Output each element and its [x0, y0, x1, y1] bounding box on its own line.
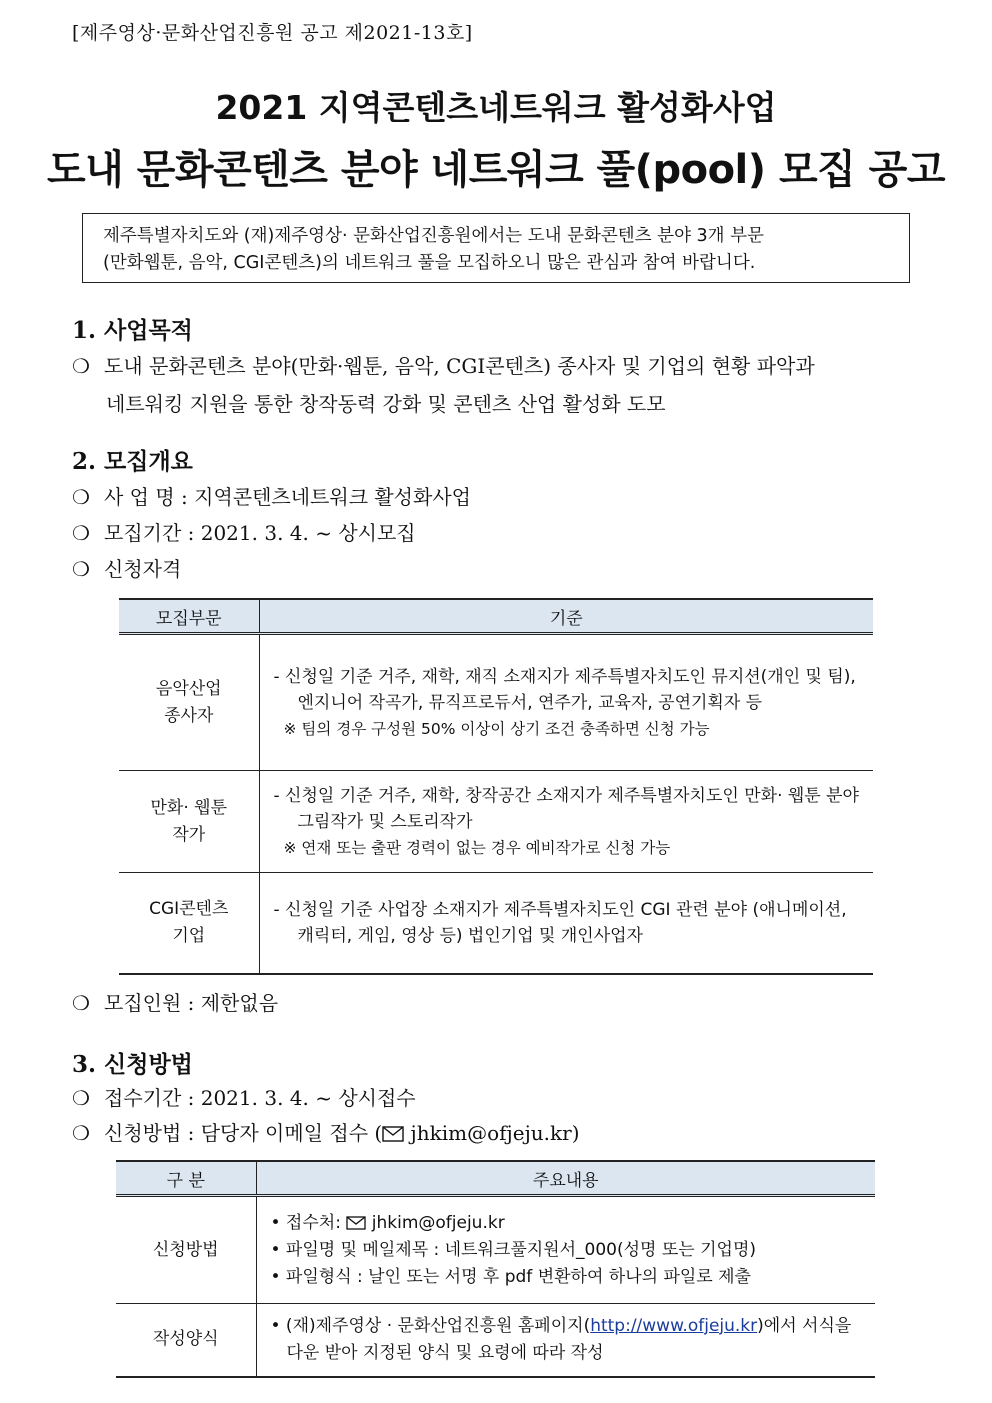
intro-box [82, 213, 910, 283]
title-line2: 도내 문화콘텐츠 분야 네트워크 풀(pool) 모집 공고 [47, 147, 945, 193]
period-item [72, 517, 416, 550]
section3-heading: 3. 신청방법 [72, 1051, 193, 1078]
bullet-circle: ❍ [72, 1086, 90, 1110]
bullet-circle: ❍ [72, 557, 90, 581]
section1-heading: 1. 사업목적 [72, 317, 193, 344]
bullet-circle: ❍ [72, 1121, 90, 1145]
envelope-icon [346, 1216, 366, 1230]
eligibility-item [72, 553, 181, 586]
category-line2: 기업 [172, 925, 206, 946]
apply-period: 접수기간 : 2021. 3. 4. ~ 상시접수 [104, 1086, 416, 1110]
table-row [119, 873, 873, 974]
apply-method-email: jhkim@ofjeju.kr) [410, 1121, 580, 1145]
apply-method-item [72, 1117, 580, 1150]
title-line1: 2021 지역콘텐츠네트워크 활성화사업 [215, 88, 777, 127]
category-cell [119, 634, 259, 771]
category-line2: 종사자 [164, 705, 214, 726]
criteria-text: - 신청일 기준 거주, 재학, 창작공간 소재지가 제주특별자치도인 만화· 웹툰 분야 그림작가 및 스토리작가 [273, 785, 859, 832]
fileformat-item: • 파일형식 : 날인 또는 서명 후 pdf 변환하여 하나의 파일로 제출 [270, 1266, 751, 1287]
criteria-cell [259, 771, 873, 873]
section2-heading: 2. 모집개요 [72, 448, 193, 475]
table-row [116, 1304, 875, 1377]
bullet-circle: ❍ [72, 521, 90, 545]
category-cell [119, 873, 259, 974]
bullet-circle: ❍ [72, 354, 90, 378]
form-item: • (재)제주영상 · 문화산업진흥원 홈페이지(http://www.ofjeju.kr)에서 서식을 다운 받아 지정된 양식 및 요령에 따라 작성 [270, 1315, 852, 1363]
receipt-email[interactable]: jhkim@ofjeju.kr [371, 1212, 505, 1233]
table-row [119, 771, 873, 873]
apply-method-prefix: 신청방법 : 담당자 이메일 접수 ( [104, 1121, 383, 1145]
apply-col-header-content: 주요내용 [256, 1161, 875, 1196]
form-content-cell [256, 1304, 875, 1377]
category-line1: 음악산업 [155, 678, 222, 699]
eligibility-col-header-criteria: 기준 [259, 599, 873, 634]
section1-bullet [72, 350, 815, 383]
criteria-cell [259, 634, 873, 771]
notice-number: [제주영상·문화산업진흥원 공고 제2021-13호] [72, 22, 473, 44]
table-row [116, 1196, 875, 1304]
criteria-text: - 신청일 기준 사업장 소재지가 제주특별자치도인 CGI 관련 분야 (애니메이션, 캐릭터, 게임, 영상 등) 법인기업 및 개인사업자 [273, 899, 847, 946]
criteria-note: ※ 팀의 경우 구성원 50% 이상이 상기 조건 충족하면 신청 가능 [283, 719, 710, 738]
bullet-circle: ❍ [72, 991, 90, 1015]
category-cell [119, 771, 259, 873]
form-label-cell: 작성양식 [116, 1304, 256, 1377]
intro-line1: 제주특별자치도와 (재)제주영상· 문화산업진흥원에서는 도내 문화콘텐츠 분야 3개 부문 [103, 226, 764, 246]
section1-bullet-line2: 네트워킹 지원을 통한 창작동력 강화 및 콘텐츠 산업 활성화 도모 [106, 392, 666, 416]
eligibility-table [119, 598, 873, 975]
eligibility-col-header-category: 모집부문 [119, 599, 259, 634]
table-row [119, 634, 873, 771]
apply-period-item [72, 1082, 416, 1115]
homepage-link[interactable]: http://www.ofjeju.kr [590, 1315, 758, 1336]
recruit-period: 모집기간 : 2021. 3. 4. ~ 상시모집 [104, 521, 416, 545]
intro-line2: (만화웹툰, 음악, CGI콘텐츠)의 네트워크 풀을 모집하오니 많은 관심과 참여 바랍니다. [103, 253, 756, 273]
criteria-note: ※ 연재 또는 출판 경력이 없는 경우 예비작가로 신청 가능 [283, 838, 671, 857]
apply-method-content-cell [256, 1196, 875, 1304]
recruit-count: 모집인원 : 제한없음 [104, 991, 279, 1015]
filename-item: • 파일명 및 메일제목 : 네트워크풀지원서_000(성명 또는 기업명) [270, 1239, 756, 1260]
receipt-item: • 접수처: jhkim@ofjeju.kr [270, 1212, 505, 1233]
apply-method-label-cell: 신청방법 [116, 1196, 256, 1304]
apply-table [116, 1160, 875, 1378]
category-line1: 만화· 웹툰 [150, 797, 227, 818]
envelope-icon [382, 1126, 404, 1142]
project-name-item [72, 481, 471, 514]
apply-col-header-category: 구 분 [116, 1161, 256, 1196]
bullet-circle: ❍ [72, 485, 90, 509]
recruit-count-item [72, 987, 278, 1020]
criteria-text: - 신청일 기준 거주, 재학, 재직 소재지가 제주특별자치도인 뮤지션(개인 및 팀), 엔지니어 작곡가, 뮤직프로듀서, 연주가, 교육자, 공연기획자 등 [273, 666, 856, 713]
section1-bullet-line1: 도내 문화콘텐츠 분야(만화·웹툰, 음악, CGI콘텐츠) 종사자 및 기업의 현황 파악과 [104, 354, 815, 378]
project-name: 사 업 명 : 지역콘텐츠네트워크 활성화사업 [104, 485, 471, 509]
criteria-cell [259, 873, 873, 974]
category-line1: CGI콘텐츠 [149, 898, 229, 919]
eligibility-label: 신청자격 [104, 557, 182, 581]
category-line2: 작가 [172, 824, 206, 845]
